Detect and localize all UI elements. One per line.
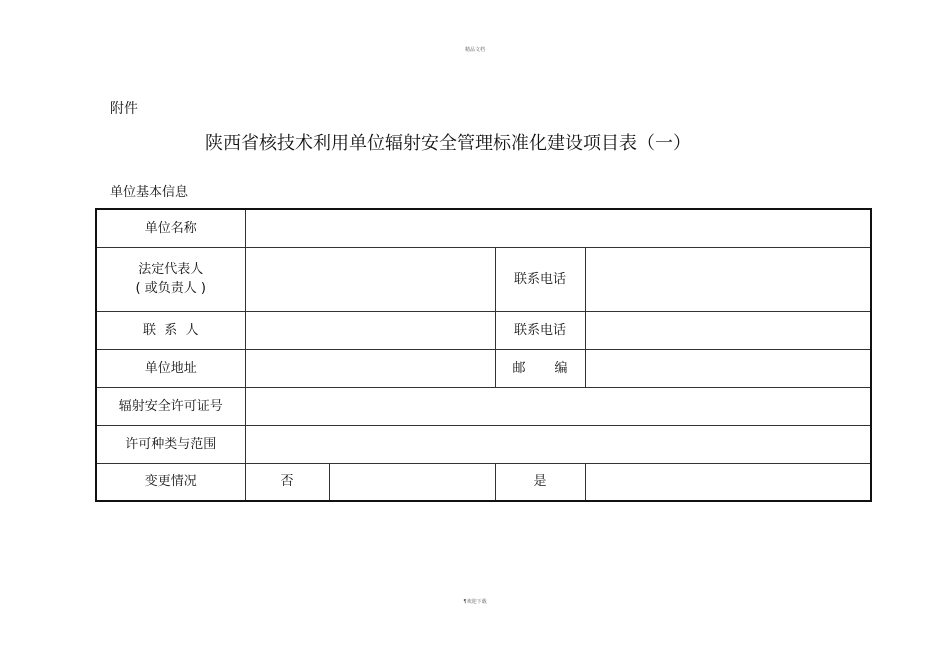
option-no-field[interactable] (329, 463, 495, 501)
label-legal-representative (96, 247, 245, 311)
option-no-label: 否 (245, 463, 329, 501)
label-postcode: 邮 编 (495, 349, 585, 387)
unit-info-table (95, 208, 872, 502)
license-number-field[interactable] (245, 387, 871, 425)
label-contact-phone-1: 联系电话 (495, 247, 585, 311)
contact-person-field[interactable] (245, 311, 495, 349)
option-yes-field[interactable] (585, 463, 871, 501)
label-contact-person: 联 系 人 (96, 311, 245, 349)
section-label: 单位基本信息 (110, 185, 189, 200)
table-row (96, 349, 871, 387)
legal-rep-line2: ( 或负责人 ) (135, 281, 206, 296)
table-row (96, 387, 871, 425)
table-row (96, 247, 871, 311)
legal-representative-field[interactable] (245, 247, 495, 311)
option-yes-label: 是 (495, 463, 585, 501)
contact-phone-1-field[interactable] (585, 247, 871, 311)
unit-name-field[interactable] (245, 209, 871, 247)
unit-address-field[interactable] (245, 349, 495, 387)
page-title: 陕西省核技术利用单位辐射安全管理标准化建设项目表（一） (205, 133, 691, 154)
table-row (96, 311, 871, 349)
license-scope-field[interactable] (245, 425, 871, 463)
label-license-number: 辐射安全许可证号 (96, 387, 245, 425)
label-change-status: 变更情况 (96, 463, 245, 501)
label-license-scope: 许可种类与范围 (96, 425, 245, 463)
header-watermark: 精品文档 (464, 47, 485, 53)
label-unit-name: 单位名称 (96, 209, 245, 247)
postcode-field[interactable] (585, 349, 871, 387)
label-contact-phone-2: 联系电话 (495, 311, 585, 349)
attachment-label: 附件 (110, 101, 138, 117)
table-row (96, 463, 871, 501)
contact-phone-2-field[interactable] (585, 311, 871, 349)
label-unit-address: 单位地址 (96, 349, 245, 387)
legal-rep-line1: 法定代表人 (138, 262, 204, 277)
footer-watermark: ¶欢迎下载 (463, 599, 487, 605)
table-row (96, 425, 871, 463)
table-row (96, 209, 871, 247)
